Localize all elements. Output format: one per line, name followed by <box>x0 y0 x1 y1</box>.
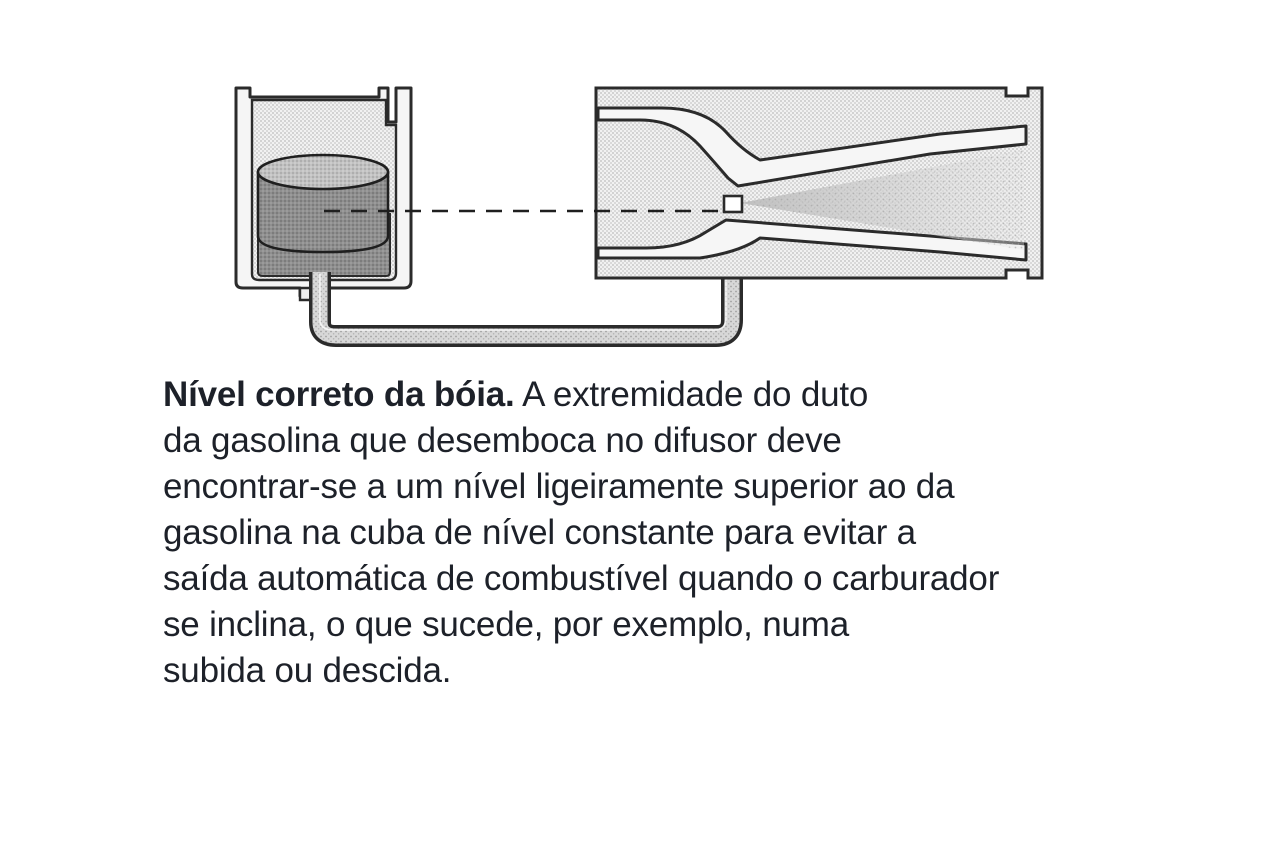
float-chamber <box>236 88 411 300</box>
venturi-diffuser-body <box>596 88 1042 278</box>
caption <box>163 372 1113 694</box>
caption-line-7: subida ou descida. <box>163 651 452 690</box>
caption-lead: Nível correto da bóia. <box>163 375 515 414</box>
caption-line-4: gasolina na cuba de nível constante para evitar a <box>163 513 916 552</box>
caption-line-6: se inclina, o que sucede, por exemplo, numa <box>163 605 849 644</box>
caption-line-3: encontrar-se a um nível ligeiramente superior ao da <box>163 467 955 506</box>
caption-line-2: da gasolina que desemboca no difusor deve <box>163 421 842 460</box>
float <box>258 155 388 252</box>
float-top <box>258 155 388 189</box>
nozzle-outlet <box>724 196 742 212</box>
carburetor-diagram <box>0 0 1280 380</box>
caption-line-1: A extremidade do duto <box>514 375 869 414</box>
diagram-svg <box>0 0 1280 380</box>
caption-line-5: saída automática de combustível quando o carburador <box>163 559 1000 598</box>
